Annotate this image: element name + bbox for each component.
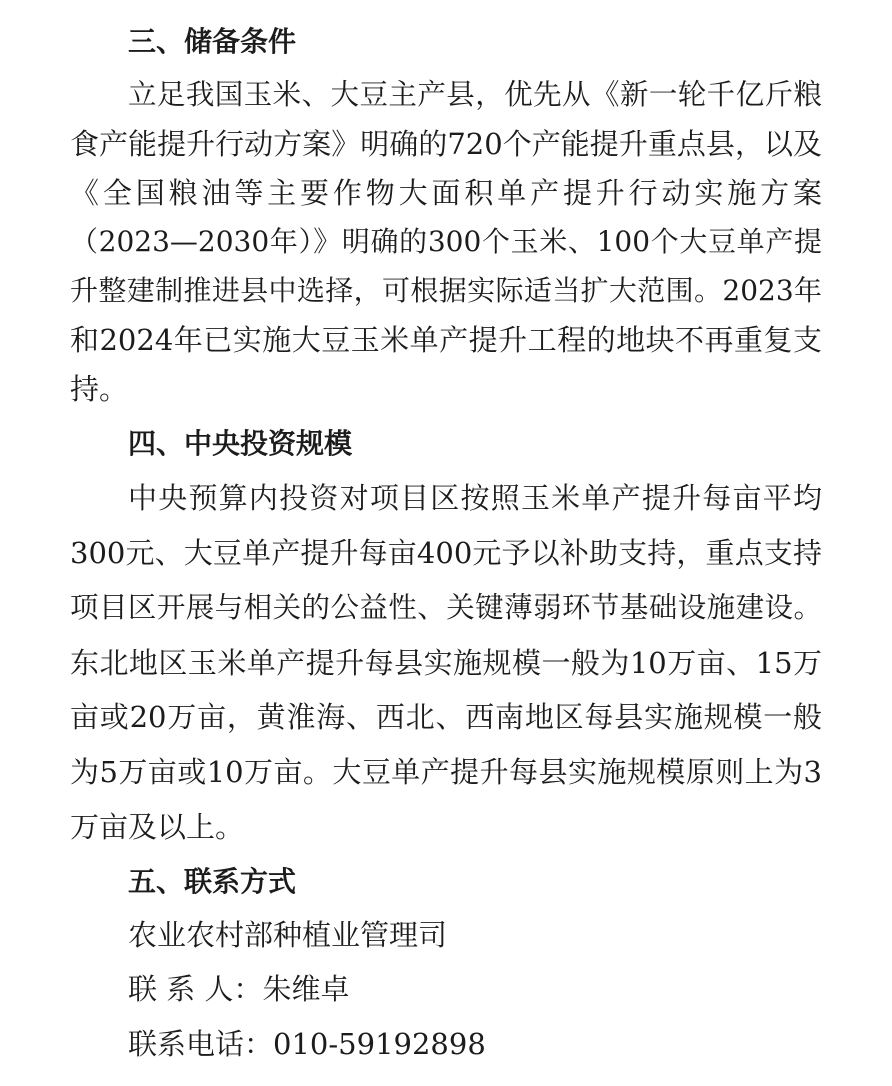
- section-heading-reserve-conditions: 三、储备条件: [128, 25, 297, 58]
- section-heading-contact: 五、联系方式: [128, 865, 297, 898]
- paragraph-line: （2023—2030年）》明确的300个玉米、100个大豆单产提: [70, 225, 822, 258]
- contact-person-row: [128, 969, 822, 1009]
- paragraph-line: 立足我国玉米、大豆主产县，优先从《新一轮千亿斤粮: [128, 78, 822, 111]
- paragraph-line: 升整建制推进县中选择，可根据实际适当扩大范围。2023年: [70, 274, 822, 307]
- phone-number: 010-59192898: [273, 1027, 486, 1061]
- contact-name: 朱维卓: [262, 972, 350, 1006]
- paragraph-line: 中央预算内投资对项目区按照玉米单产提升每亩平均: [128, 481, 822, 515]
- department-name: 农业农村部种植业管理司: [128, 918, 448, 952]
- section-heading-central-investment: 四、中央投资规模: [128, 427, 353, 460]
- phone-label: 联系电话：: [128, 1027, 274, 1061]
- paragraph-line: 食产能提升行动方案》明确的720个产能提升重点县，以及: [70, 127, 822, 161]
- paragraph-line: 亩或20万亩，黄淮海、西北、西南地区每县实施规模一般: [70, 700, 822, 734]
- contact-label: 联 系 人：: [128, 972, 263, 1006]
- paragraph-line: 为5万亩或10万亩。大豆单产提升每县实施规模原则上为3: [70, 755, 822, 789]
- paragraph-line: 东北地区玉米单产提升每县实施规模一般为10万亩、15万: [70, 646, 822, 680]
- paragraph-line: 持。: [70, 372, 129, 406]
- paragraph-line: 项目区开展与相关的公益性、关键薄弱环节基础设施建设。: [70, 591, 822, 624]
- paragraph-line: 《全国粮油等主要作物大面积单产提升行动实施方案: [70, 176, 822, 210]
- paragraph-line: 和2024年已实施大豆玉米单产提升工程的地块不再重复支: [70, 323, 822, 357]
- contact-phone-row: [128, 1024, 822, 1064]
- paragraph-line: 300元、大豆单产提升每亩400元予以补助支持，重点支持: [70, 536, 822, 570]
- paragraph-line: 万亩及以上。: [70, 810, 245, 844]
